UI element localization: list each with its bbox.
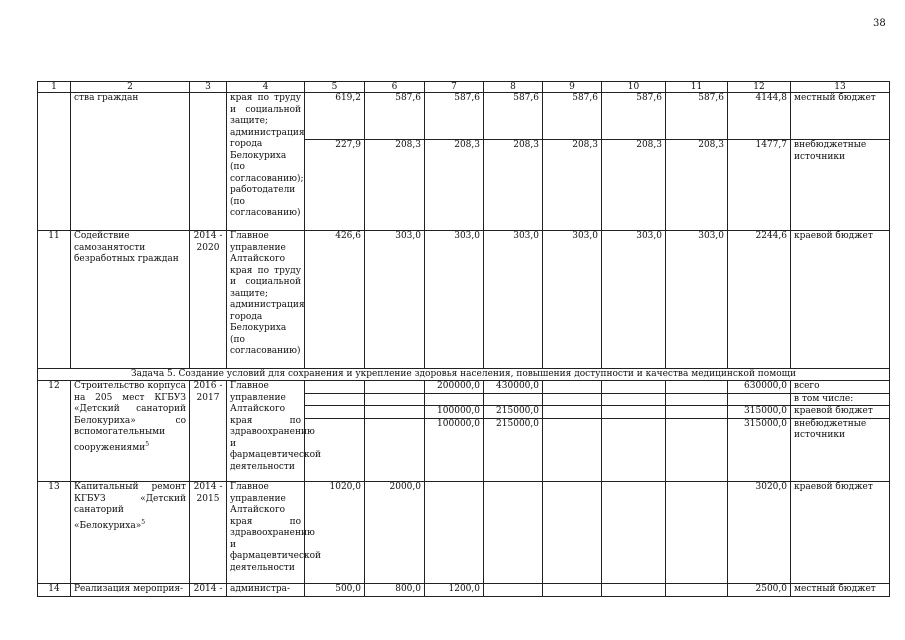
executor: края по труду и социальной защите; администрация города Белокуриха (по согласованию); работодатели (по согласованию) [227, 93, 305, 231]
header-cell: 7 [425, 82, 484, 93]
header-cell: 13 [791, 82, 890, 93]
value-cell: 1020,0 [305, 482, 365, 584]
row-number: 14 [38, 584, 71, 597]
value-cell: 587,6 [484, 93, 543, 140]
measure-name: Реализация мероприя- [71, 584, 190, 597]
total-cell: 630000,0 [728, 381, 791, 394]
header-cell: 10 [602, 82, 666, 93]
years: 2014 - 2020 [190, 231, 227, 369]
value-cell: 100000,0 [425, 418, 484, 482]
header-cell: 8 [484, 82, 543, 93]
executor: Главное управление Алтайского края по здравоохранению и фармацевтической деятельности [227, 381, 305, 482]
value-cell [666, 482, 728, 584]
value-cell: 500,0 [305, 584, 365, 597]
value-cell [484, 393, 543, 406]
value-cell: 200000,0 [425, 381, 484, 394]
total-cell: 1477,7 [728, 140, 791, 231]
value-cell: 800,0 [365, 584, 425, 597]
budget-table [37, 81, 890, 597]
value-cell [305, 406, 365, 419]
value-cell [602, 482, 666, 584]
table-row [38, 584, 890, 597]
value-cell: 587,6 [425, 93, 484, 140]
value-cell [666, 584, 728, 597]
executor: Главное управление Алтайского края по труду и социальной защите; администрация города Белокуриха (по согласованию) [227, 231, 305, 369]
value-cell [484, 584, 543, 597]
value-cell: 303,0 [365, 231, 425, 369]
value-cell [666, 418, 728, 482]
value-cell [543, 482, 602, 584]
value-cell [484, 482, 543, 584]
value-cell [365, 418, 425, 482]
value-cell [666, 393, 728, 406]
header-cell: 6 [365, 82, 425, 93]
value-cell [425, 482, 484, 584]
funding-source: краевой бюджет [791, 406, 890, 419]
row-number: 12 [38, 381, 71, 482]
funding-source: всего [791, 381, 890, 394]
header-cell: 2 [71, 82, 190, 93]
header-cell: 9 [543, 82, 602, 93]
value-cell: 303,0 [666, 231, 728, 369]
header-cell: 3 [190, 82, 227, 93]
value-cell: 587,6 [365, 93, 425, 140]
value-cell [666, 406, 728, 419]
row-number: 13 [38, 482, 71, 584]
value-cell: 208,3 [484, 140, 543, 231]
years: 2016 - 2017 [190, 381, 227, 482]
value-cell [305, 381, 365, 394]
header-cell: 1 [38, 82, 71, 93]
total-cell: 3020,0 [728, 482, 791, 584]
value-cell: 303,0 [602, 231, 666, 369]
executor: Главное управление Алтайского края по здравоохранению и фармацевтической деятельности [227, 482, 305, 584]
value-cell: 1200,0 [425, 584, 484, 597]
total-cell: 2244,6 [728, 231, 791, 369]
value-cell: 208,3 [425, 140, 484, 231]
task-heading: Задача 5. Создание условий для сохранения и укрепление здоровья населения, повышения доступности и качества медицинской помощи [38, 369, 890, 381]
value-cell: 208,3 [365, 140, 425, 231]
value-cell [365, 406, 425, 419]
funding-source: в том числе: [791, 393, 890, 406]
total-cell: 2500,0 [728, 584, 791, 597]
years: 2014 - [190, 584, 227, 597]
table-row [38, 231, 890, 369]
value-cell [543, 406, 602, 419]
measure-name: Содействие самозанятости безработных граждан [71, 231, 190, 369]
measure-name: Строительство корпуса на 205 мест КГБУЗ «Детский санаторий Белокуриха» со вспомогательными сооружениями$^5$ [71, 381, 190, 482]
header-cell: 4 [227, 82, 305, 93]
header-row [38, 82, 890, 93]
value-cell: 208,3 [543, 140, 602, 231]
value-cell [543, 418, 602, 482]
value-cell [305, 393, 365, 406]
value-cell: 587,6 [602, 93, 666, 140]
executor: администра- [227, 584, 305, 597]
value-cell: 587,6 [543, 93, 602, 140]
funding-source: местный бюджет [791, 584, 890, 597]
value-cell [602, 406, 666, 419]
years: 2014 - 2015 [190, 482, 227, 584]
funding-source: внебюджетные источники [791, 418, 890, 482]
value-cell [543, 393, 602, 406]
value-cell: 303,0 [543, 231, 602, 369]
header-cell: 12 [728, 82, 791, 93]
funding-source: местный бюджет [791, 93, 890, 140]
value-cell: 215000,0 [484, 406, 543, 419]
value-cell [425, 393, 484, 406]
value-cell: 100000,0 [425, 406, 484, 419]
value-cell: 215000,0 [484, 418, 543, 482]
header-cell: 11 [666, 82, 728, 93]
value-cell [543, 584, 602, 597]
funding-source: краевой бюджет [791, 231, 890, 369]
page-number: 38 [873, 18, 886, 29]
table-row [38, 381, 890, 394]
measure-name: ства граждан [71, 93, 190, 231]
measure-name: Капитальный ремонт КГБУЗ «Детский санаторий «Белокуриха»$^5$ [71, 482, 190, 584]
total-cell [728, 393, 791, 406]
value-cell: 619,2 [305, 93, 365, 140]
value-cell: 208,3 [666, 140, 728, 231]
funding-source: внебюджетные источники [791, 140, 890, 231]
funding-source: краевой бюджет [791, 482, 890, 584]
value-cell [602, 584, 666, 597]
value-cell [365, 381, 425, 394]
header-cell: 5 [305, 82, 365, 93]
value-cell: 430000,0 [484, 381, 543, 394]
value-cell [602, 393, 666, 406]
value-cell: 2000,0 [365, 482, 425, 584]
value-cell [365, 393, 425, 406]
value-cell: 426,6 [305, 231, 365, 369]
value-cell [666, 381, 728, 394]
value-cell: 303,0 [425, 231, 484, 369]
total-cell: 315000,0 [728, 406, 791, 419]
total-cell: 4144,8 [728, 93, 791, 140]
total-cell: 315000,0 [728, 418, 791, 482]
table-row [38, 93, 890, 140]
table-row [38, 482, 890, 584]
value-cell: 227,9 [305, 140, 365, 231]
value-cell: 208,3 [602, 140, 666, 231]
row-number: 11 [38, 231, 71, 369]
value-cell: 303,0 [484, 231, 543, 369]
value-cell [602, 418, 666, 482]
task-row [38, 369, 890, 381]
value-cell: 587,6 [666, 93, 728, 140]
value-cell [543, 381, 602, 394]
value-cell [602, 381, 666, 394]
